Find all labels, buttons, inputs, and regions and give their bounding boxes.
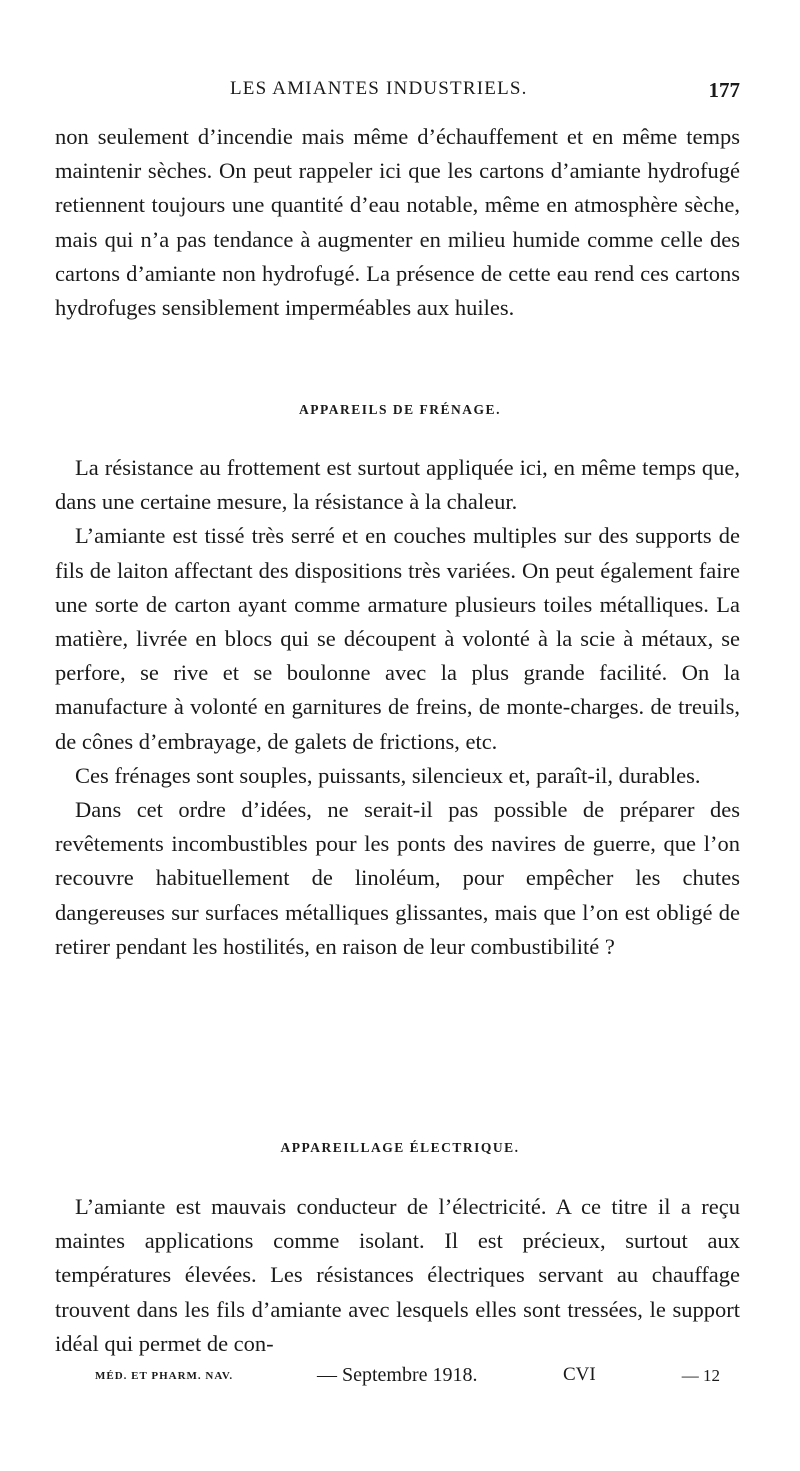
braking-paragraph: Ces frénages sont souples, puissants, silencieux et, paraît-il, durables. <box>75 762 701 788</box>
running-title: LES AMIANTES INDUSTRIELS. <box>230 78 528 99</box>
section-heading-braking: APPAREILS DE FRÉNAGE. <box>299 402 501 417</box>
footer-date: — Septembre 1918. <box>317 1364 478 1386</box>
electrical-paragraph: L’amiante est mauvais conducteur de l’électricité. A ce titre il a reçu maintes applications comme isolant. Il est précieux, surtout aux températures élevées. Les résistances électriques servant au chauffage trouvent dans les fils d’amiante avec lesquels elles sont tressées, le support idéal qui permet de con- <box>55 1194 740 1356</box>
footer-volume: CVI <box>563 1364 596 1385</box>
intro-paragraph: non seulement d’incendie mais même d’échauffement et en même temps maintenir sèches. On peut rappeler ici que les cartons d’amiante hydrofugé retiennent toujours une quantité d’eau notable, même en atmosphère sèche, mais qui n’a pas tendance à augmenter en milieu humide comme celle des cartons d’amiante non hydrofugé. La présence de cette eau rend ces cartons hydrofuges sensiblement imperméables aux huiles. <box>55 124 740 321</box>
braking-paragraph: L’amiante est tissé très serré et en couches multiples sur des supports de fils de laiton affectant des dispositions très variées. On peut également faire une sorte de carton ayant comme armature plusieurs toiles métalliques. La matière, livrée en blocs qui se découpent à volonté à la scie à métaux, se perfore, se rive et se boulonne avec la plus grande facilité. On la manufacture à volonté en garnitures de freins, de monte-charges. de treuils, de cônes d’embrayage, de galets de frictions, etc. <box>55 523 740 754</box>
page-number: 177 <box>708 78 740 102</box>
page-footer <box>95 1364 720 1396</box>
footer-sheet-signature: — 12 <box>681 1366 720 1385</box>
section-heading-electrical: APPAREILLAGE ÉLECTRIQUE. <box>280 1140 520 1155</box>
running-head <box>230 78 740 108</box>
intro-paragraph-block <box>55 120 740 325</box>
footer-journal: MÉD. ET PHARM. NAV. <box>95 1370 234 1382</box>
braking-section-body <box>55 451 740 964</box>
electrical-section-body <box>55 1190 740 1361</box>
braking-paragraph: La résistance au frottement est surtout appliquée ici, en même temps que, dans une certaine mesure, la résistance à la chaleur. <box>55 455 740 515</box>
braking-paragraph: Dans cet ordre d’idées, ne serait-il pas possible de préparer des revêtements incombustibles pour les ponts des navires de guerre, que l’on recouvre habituellement de linoléum, pour empêcher les chutes dangereuses sur surfaces métalliques glissantes, mais que l’on est obligé de retirer pendant les hostilités, en raison de leur combustibilité ? <box>55 797 740 959</box>
